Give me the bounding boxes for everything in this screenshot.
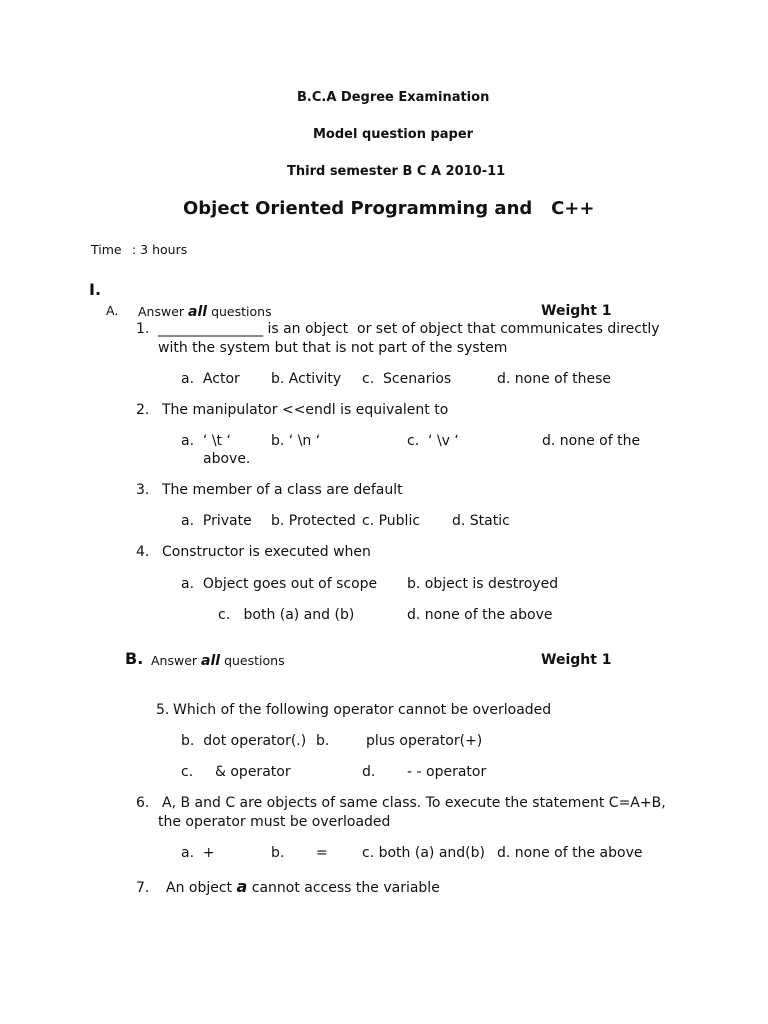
q4-option-b: b. object is destroyed: [407, 576, 559, 592]
q5-option-c: & operator: [215, 764, 291, 780]
q1-number: 1.: [136, 321, 150, 337]
section-b-letter: B.: [125, 649, 144, 668]
q2-option-c: c. ‘ \v ‘: [407, 433, 459, 449]
part-one-label: I.: [89, 280, 102, 299]
q6-option-c: c. both (a) and(b): [362, 845, 485, 861]
q1-option-b: b. Activity: [271, 371, 342, 387]
q3-number: 3.: [136, 482, 150, 498]
q4-number: 4.: [136, 544, 150, 560]
time-value: : 3 hours: [132, 242, 188, 257]
q4-option-c: c. both (a) and (b): [218, 607, 355, 623]
q4-text: Constructor is executed when: [162, 544, 371, 560]
section-b-instruction: Answer all questions: [151, 653, 285, 669]
q2-text: The manipulator <<endl is equivalent to: [162, 402, 449, 418]
q4-option-a: a. Object goes out of scope: [181, 576, 378, 592]
q3-option-c: c. Public: [362, 513, 421, 529]
section-b-weight: Weight 1: [541, 652, 612, 668]
q2-option-d-cont: above.: [203, 451, 251, 467]
exam-title: B.C.A Degree Examination: [297, 90, 490, 105]
q1-option-c: c. Scenarios: [362, 371, 452, 387]
q4-option-d: d. none of the above: [407, 607, 553, 623]
q1-option-a: a. Actor: [181, 371, 240, 387]
q7-text: An object a cannot access the variable: [166, 877, 440, 896]
section-a-letter: A.: [106, 303, 119, 318]
q5-option-d-letter: d.: [362, 764, 376, 780]
q6-option-a: a. +: [181, 845, 215, 861]
q6-text: A, B and C are objects of same class. To execute the statement C=A+B,: [162, 795, 666, 811]
q6-text-cont: the operator must be overloaded: [158, 814, 391, 830]
q6-number: 6.: [136, 795, 150, 811]
q5-option-d: - - operator: [407, 764, 487, 780]
q5-text: Which of the following operator cannot be overloaded: [173, 702, 552, 718]
q2-option-a: a. ‘ \t ‘: [181, 433, 231, 449]
q6-option-d: d. none of the above: [497, 845, 643, 861]
q1-text: _______________ is an object or set of object that communicates directly: [158, 321, 660, 337]
q7-number: 7.: [136, 880, 150, 896]
q5-option-b: b. dot operator(.): [181, 733, 307, 749]
q3-option-a: a. Private: [181, 513, 252, 529]
time-label: Time: [91, 242, 122, 257]
subject-title: Object Oriented Programming and C++: [183, 198, 595, 219]
q2-option-d: d. none of the: [542, 433, 641, 449]
q3-option-d: d. Static: [452, 513, 510, 529]
q2-number: 2.: [136, 402, 150, 418]
section-a-weight: Weight 1: [541, 303, 612, 319]
q5-option-b2: plus operator(+): [366, 733, 483, 749]
q3-text: The member of a class are default: [162, 482, 403, 498]
section-a-instruction: Answer all questions: [138, 304, 272, 320]
q6-option-b: =: [316, 845, 328, 861]
q1-text-cont: with the system but that is not part of the system: [158, 340, 508, 356]
paper-type: Model question paper: [313, 127, 474, 142]
q5-number: 5.: [156, 702, 170, 718]
q2-option-b: b. ‘ \n ‘: [271, 433, 321, 449]
q5-option-b2-letter: b.: [316, 733, 330, 749]
semester-line: Third semester B C A 2010-11: [287, 164, 506, 179]
q6-option-b-letter: b.: [271, 845, 285, 861]
q5-option-c-letter: c.: [181, 764, 194, 780]
q3-option-b: b. Protected: [271, 513, 356, 529]
q1-option-d: d. none of these: [497, 371, 611, 387]
